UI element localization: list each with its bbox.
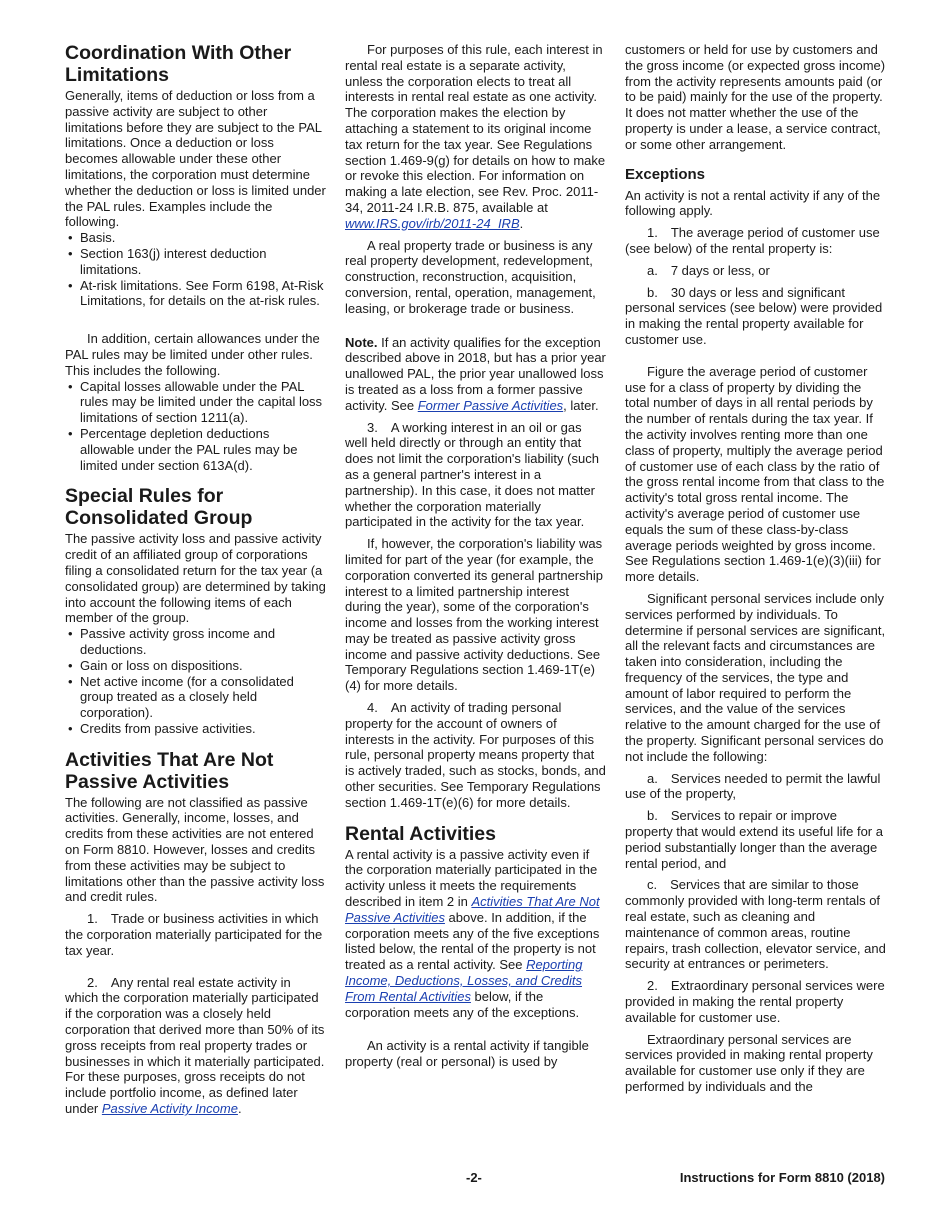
- heading-not-passive: Activities That Are Not Passive Activities: [65, 748, 274, 793]
- paragraph-tangible-property: An activity is a rental activity if tangible property (real or personal) is used by: [345, 1038, 589, 1070]
- bullet-section-163j: • Section 163(j) interest deduction limitations.: [65, 246, 327, 278]
- paragraph-customers-cont: customers or held for use by customers and the gross income (or expected gross income) from the activity represents amounts paid (or to be paid) mainly for the use of the property. It does not matter whether the use of the property is under a lease, a service contract, or some other arrangement.: [625, 42, 886, 152]
- heading-exceptions: Exceptions: [625, 165, 706, 183]
- note-text: If an activity qualifies for the exception described above in 2018, but has a prior year unallowed PAL, the prior year unallowed loss is treated as a loss from a former passive activity. See: [345, 334, 606, 413]
- column-2: [345, 42, 607, 1070]
- note-end: , later.: [563, 397, 599, 413]
- paragraph-rental-activities: [345, 847, 607, 1021]
- services-item-b: b. Services to repair or improve property that would extend its useful life for a period substantially longer than the average rental period, and: [625, 808, 883, 871]
- bullet-basis: • Basis.: [65, 230, 327, 246]
- exception-1: 1. The average period of customer use (see below) of the rental property is:: [625, 225, 880, 256]
- paragraph-rental-text: A rental activity is a passive activity even if the corporation materially participated in the activity unless it meets the requirements described in item 2 in: [345, 846, 598, 910]
- link-former-passive-activities[interactable]: Former Passive Activities: [417, 397, 564, 413]
- paragraph-rental-end: below, if the corporation meets any of the exceptions.: [345, 988, 580, 1020]
- link-passive-activity-income[interactable]: Passive Activity Income: [101, 1101, 238, 1117]
- paragraph-average-period: Figure the average period of customer use for a class of property by dividing the total number of days in all rental periods by the number of rentals during the tax year. If the activity involves renting more than one class of property, multiply the average period of customer use of each class by the ratio of the gross rental income from that class to the activity's total gross rental income. The activity's average period of customer use equals the sum of these class-by-class average periods weighted by gross income. See Regulations section 1.469-1(e)(3)(iii) for more details.: [625, 363, 885, 585]
- paragraph-separate-activity-text: For purposes of this rule, each interest in rental real estate is a separate activity, unless the corporation elects to treat all interests in rental real estate as one activity. The corporation makes the election by attaching a statement to its original income tax return for the tax year. See Regulations section 1.469-9(g) for details on how to make or revoke this election. For information on making a late election, see Rev. Proc. 2011-34, 2011-24 I.R.B. 875, available at: [345, 42, 606, 215]
- bullet-capital-losses: • Capital losses allowable under the PAL rules may be limited under the capital loss limitations of section 1211(a).: [65, 379, 327, 426]
- list-item-2-end: .: [237, 1101, 242, 1117]
- exception-1b: b. 30 days or less and significant personal services (see below) were provided in making the rental property available for customer use.: [625, 284, 883, 347]
- paragraph-exceptions: An activity is not a rental activity if any of the following apply.: [625, 187, 881, 219]
- paragraph-not-passive: The following are not classified as passive activities. Generally, income, losses, and credits from these activities are not entered on Form 8810. However, losses and credits from these activities may be subject to limitations other than the passive activity loss and credit rules.: [65, 794, 325, 905]
- bullet-gross-income: • Passive activity gross income and deductions.: [65, 626, 327, 658]
- link-activities-not-passive[interactable]: Activities That Are Not Passive Activities: [345, 894, 600, 925]
- note-paragraph: [345, 335, 607, 414]
- list-item-4: 4. An activity of trading personal property for the account of owners of interests in the activity. For purposes of this rule, personal property means property that is actively traded, such as stocks, bonds, and other securities. See Temporary Regulations section 1.469-1T(e)(6) for more details.: [345, 700, 606, 810]
- paragraph-addition: In addition, certain allowances under the PAL rules may be limited under other rules. This includes the following.: [65, 331, 320, 378]
- link-irs-irb[interactable]: www.IRS.gov/irb/2011-24_IRB: [345, 215, 520, 231]
- form-title-footer: Instructions for Form 8810 (2018): [679, 1170, 885, 1185]
- paragraph-extraordinary-services: Extraordinary personal services are services provided in making rental property available for customer use only if they are performed by individuals and the: [625, 1031, 873, 1095]
- services-item-a: a. Services needed to permit the lawful use of the property,: [625, 770, 881, 802]
- services-item-c: c. Services that are similar to those commonly provided with long-term rentals of real estate, such as cleaning and maintenance of common areas, routine repairs, trash collection, elevator service, and security at entrances or perimeters.: [625, 877, 886, 972]
- bullet-net-active-income: • Net active income (for a consolidated group treated as a closely held corporation).: [65, 674, 327, 721]
- paragraph-real-property: A real property trade or business is any real property development, redevelopment, construction, reconstruction, acquisition, conversion, rental, operation, management, leasing, or brokerage trade or business.: [345, 237, 596, 316]
- paragraph-rental-mid: above. In addition, if the corporation meets any of the five exceptions listed below, the rental of the property is not treated as a rental activity. See: [345, 909, 600, 973]
- paragraph-significant-services: Significant personal services include only services performed by individuals. To determine if personal services are significant, all the relevant facts and circumstances are taken into consideration, including the frequency of the services, the type and amount of labor required to perform the services, and the value of the services relative to the amount charged for the use of the property. Significant personal services do not include the following:: [625, 590, 886, 764]
- bullet-at-risk: • At-risk limitations. See Form 6198, At-Risk Limitations, for details on the at-risk rules.: [65, 278, 327, 310]
- paragraph-liability-limited: If, however, the corporation's liability was limited for part of the year (for example, the corporation converted its general partnership interest to a limited partnership interest during the year), some of the corporation's income and losses from the working interest may be treated as passive activity gross income and passive activity deductions. See Temporary Regulations section 1.469-1T(e)(4) for more details.: [345, 536, 603, 694]
- link-reporting-rental-activities[interactable]: Reporting Income, Deductions, Losses, and Credits From Rental Activities: [345, 957, 583, 1004]
- column-1: [65, 42, 327, 1117]
- heading-coordination: Coordination With Other Limitations: [65, 42, 292, 86]
- list-item-3: 3. A working interest in an oil or gas well held directly or through an entity that does not limit the corporation's liability (such as a general partner's interest in a partnership). In this case, it does not matter whether the corporation materially participated in the activity for the tax year.: [345, 419, 599, 530]
- paragraph-separate-activity: [345, 42, 607, 232]
- bullet-percentage-depletion: • Percentage depletion deductions allowable under the PAL rules may be limited under section 613A(d).: [65, 426, 327, 473]
- exception-2: 2. Extraordinary personal services were provided in making the rental property available for customer use.: [625, 978, 885, 1025]
- exception-1a: a. 7 days or less, or: [647, 262, 770, 278]
- paragraph-separate-activity-end: .: [519, 215, 524, 231]
- list-item-1: 1. Trade or business activities in which the corporation materially participated for the tax year.: [65, 911, 323, 958]
- list-item-2: [65, 975, 327, 1117]
- heading-special-rules: Special Rules for Consolidated Group: [65, 485, 253, 530]
- page-number: -2-: [466, 1170, 482, 1185]
- note-label: Note.: [345, 334, 378, 350]
- heading-rental-activities: Rental Activities: [345, 822, 496, 845]
- bullet-gain-loss: • Gain or loss on dispositions.: [65, 658, 327, 674]
- list-item-2-text: 2. Any rental real estate activity in which the corporation materially participated if the corporation was a closely held corporation that derived more than 50% of its gross receipts from real property trades or businesses in which it materially participated. For these purposes, gross receipts do not include portfolio income, as defined later under: [65, 974, 325, 1117]
- paragraph-coordination: Generally, items of deduction or loss from a passive activity are subject to other limitations before they are subject to the PAL limitations. Once a deduction or loss becomes allowable under these other limitations, the corporation must determine whether the deduction or loss is limited under the PAL rules. Examples include the following.: [65, 88, 326, 230]
- paragraph-special-rules: The passive activity loss and passive activity credit of an affiliated group of corporations filing a consolidated return for the tax year (a consolidated group) are determined by taking into account the following items of each member of the group.: [65, 531, 326, 626]
- bullet-credits: • Credits from passive activities.: [65, 721, 327, 737]
- column-3: [625, 42, 887, 1095]
